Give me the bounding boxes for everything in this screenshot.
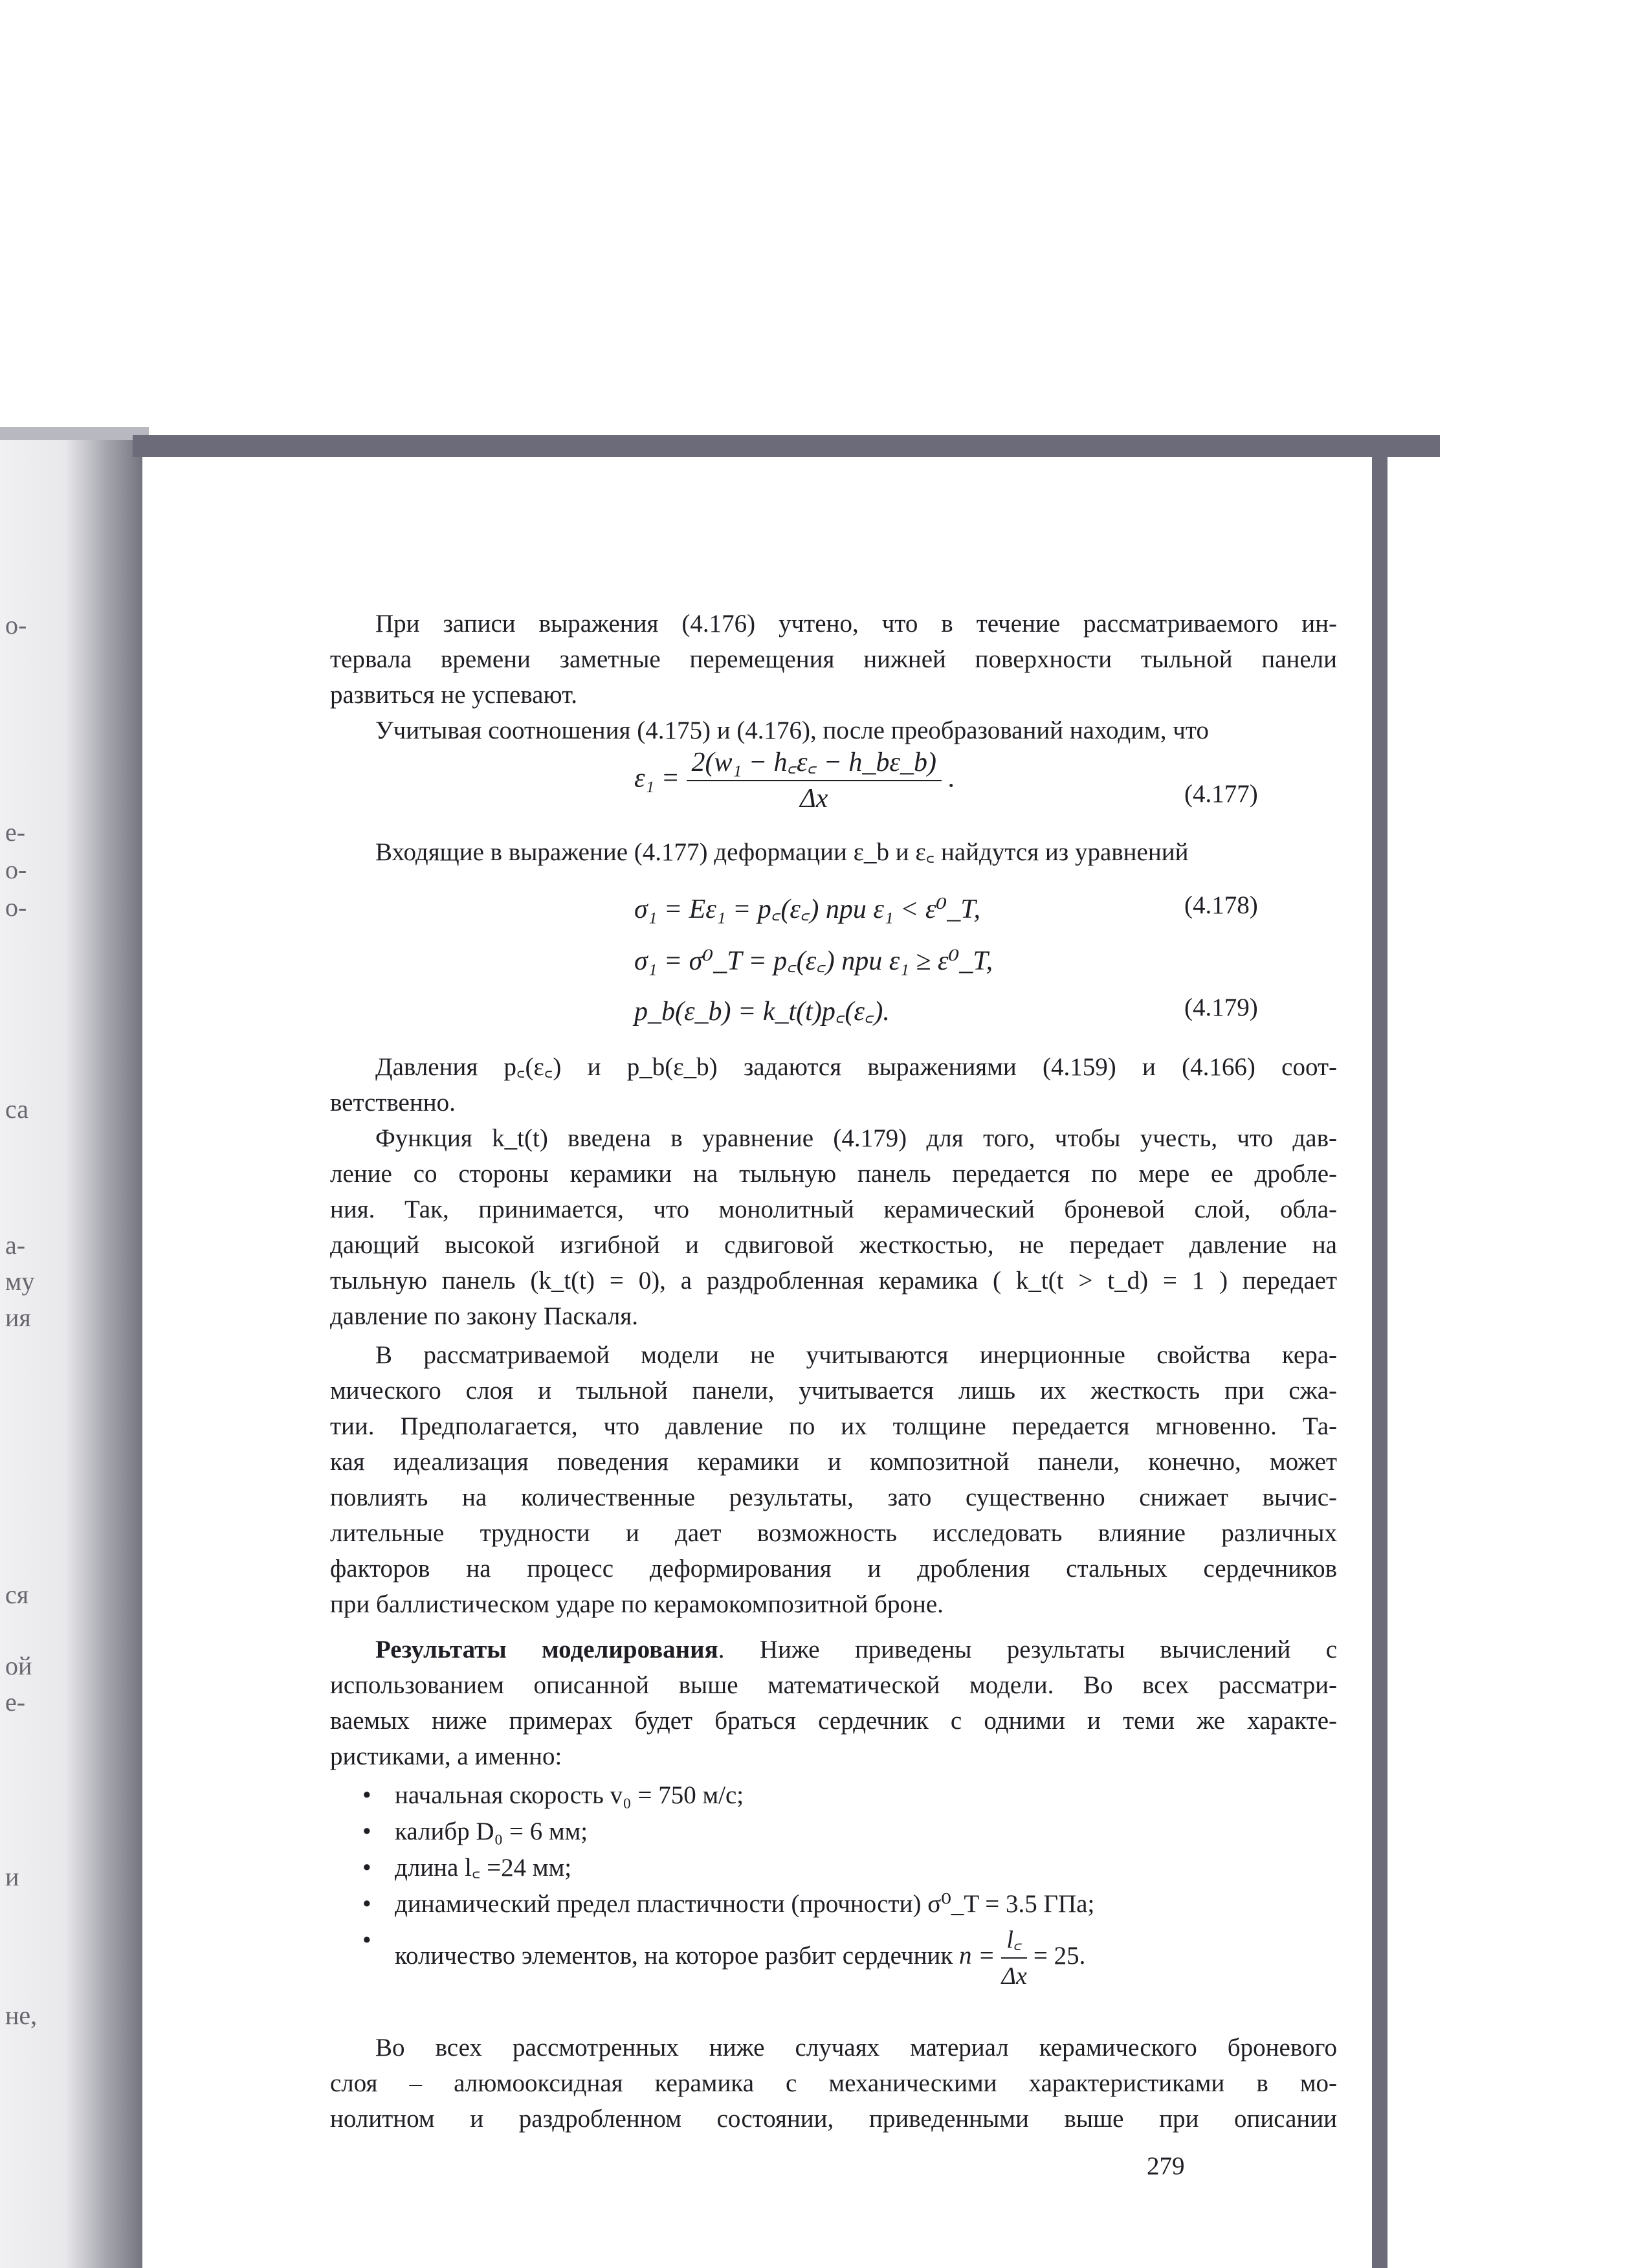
list-item: • длина l꜀ =24 мм; [362, 1850, 1333, 1886]
text-line: ваемых ниже примерах будет браться сердечник с одними и теми же характе- [330, 1707, 1337, 1735]
fraction-denominator: Δx [800, 784, 828, 814]
fraction [687, 745, 942, 816]
heading-continuation: . Ниже приведены результаты вычислений с [718, 1636, 1338, 1663]
text-line: тыльную панель (k_t(t) = 0), а раздробленная керамика ( k_t(t > t_d) = 1 ) передает [330, 1267, 1337, 1295]
text-line: тервала времени заметные перемещения нижней поверхности тыльной панели [330, 645, 1337, 673]
text-line: при баллистическом ударе по керамокомпозитной броне. [330, 1590, 944, 1618]
bullet-list [362, 1777, 1333, 1994]
text-line: Функция k_t(t) введена в уравнение (4.179) для того, чтобы учесть, что дав- [375, 1124, 1337, 1152]
text-line: Давления p꜀(ε꜀) и p_b(ε_b) задаются выражениями (4.159) и (4.166) соот- [375, 1053, 1337, 1081]
text-line: При записи выражения (4.176) учтено, что в течение рассматриваемого ин- [375, 610, 1337, 638]
text-line: Входящие в выражение (4.177) деформации ε_b и ε꜀ найдутся из уравнений [375, 838, 1189, 866]
equation-4-178b: σ₁ = σ⁰_T = p꜀(ε꜀) при ε₁ ≥ ε⁰_T, [634, 946, 993, 976]
left-page-fragment: са [5, 1095, 28, 1124]
list-item: • динамический предел пластичности (прочности) σ⁰_T = 3.5 ГПа; [362, 1886, 1333, 1922]
text-line: ление со стороны керамики на тыльную панель передается по мере ее дробле- [330, 1160, 1337, 1188]
text-line: ристиками, а именно: [330, 1742, 562, 1770]
page-number: 279 [1147, 2152, 1185, 2180]
text-line: повлиять на количественные результаты, зато существенно снижает вычис- [330, 1484, 1337, 1511]
paragraph [330, 834, 1337, 870]
left-page-fragment: ия [5, 1303, 31, 1332]
text-line: Учитывая соотношения (4.175) и (4.176), после преобразований находим, что [375, 717, 1209, 744]
left-page-fragment: е- [5, 1687, 26, 1717]
text-line: лительные трудности и дает возможность исследовать влияние различных [330, 1519, 1337, 1547]
list-item: • начальная скорость v₀ = 750 м/с; [362, 1777, 1333, 1814]
text-line: В рассматриваемой модели не учитываются инерционные свойства кера- [375, 1341, 1337, 1369]
list-item-text: количество элементов, на которое разбит сердечник [395, 1941, 953, 1970]
left-page-fragment: ой [5, 1651, 32, 1680]
left-page-fragment: не, [5, 2001, 38, 2030]
equation-number: (4.179) [1184, 994, 1258, 1021]
paragraph [330, 713, 1337, 748]
book-gutter [65, 440, 149, 2268]
paragraph [330, 1049, 1337, 1120]
page-top-edge [133, 435, 1440, 457]
paragraph [330, 2030, 1337, 2137]
equation-lhs: ε₁ = [634, 763, 680, 794]
text-line [330, 1632, 1337, 1667]
text-line: нолитном и раздробленном состоянии, приведенными выше при описании [330, 2105, 1337, 2133]
fraction-denominator: Δx [1001, 1962, 1027, 1990]
left-page-fragment: и [5, 1862, 19, 1891]
text-line: слоя – алюмооксидная керамика с механическими характеристиками в мо- [330, 2069, 1337, 2097]
left-page-fragment: му [5, 1267, 35, 1296]
text-line: давление по закону Паскаля. [330, 1302, 638, 1330]
equation-tail: . [948, 763, 955, 794]
equation-lhs: n = [959, 1941, 995, 1970]
left-page-fragment: о- [5, 610, 27, 639]
page-right-edge [1372, 440, 1387, 2268]
equation-4-179: p_b(ε_b) = k_t(t)p꜀(ε꜀). [634, 997, 890, 1027]
text-line: дающий высокой изгибной и сдвиговой жесткостью, не передает давление на [330, 1231, 1337, 1259]
text-line: развиться не успевают. [330, 681, 577, 709]
text-line: ния. Так, принимается, что монолитный керамический броневой слой, обла- [330, 1195, 1337, 1223]
text-line: кая идеализация поведения керамики и композитной панели, конечно, может [330, 1448, 1337, 1476]
fraction [1001, 1922, 1027, 1994]
text-line: мического слоя и тыльной панели, учитывается лишь их жесткость при сжа- [330, 1377, 1337, 1405]
equation-number: (4.177) [1184, 780, 1258, 808]
fraction-numerator: l꜀ [1001, 1922, 1027, 1959]
text-line: тии. Предполагается, что давление по их толщине передается мгновенно. Та- [330, 1412, 1337, 1440]
left-page-fragment: о- [5, 893, 27, 922]
paragraph [330, 1632, 1337, 1774]
left-page-fragment: а- [5, 1230, 26, 1260]
paragraph [330, 1337, 1337, 1622]
text-line: Во всех рассмотренных ниже случаях материал керамического броневого [375, 2034, 1337, 2062]
fraction-numerator: 2(w₁ − h꜀ε꜀ − h_bε_b) [687, 745, 942, 781]
left-page-fragment: ся [5, 1580, 29, 1609]
equation-tail: = 25. [1033, 1941, 1086, 1970]
text-line: ветственно. [330, 1089, 456, 1117]
text-line: факторов на процесс деформирования и дробления стальных сердечников [330, 1555, 1337, 1583]
section-heading: Результаты моделирования [375, 1636, 718, 1663]
text-line: использованием описанной выше математической модели. Во всех рассматри- [330, 1671, 1337, 1699]
left-page-fragment: о- [5, 855, 27, 884]
paragraph [330, 606, 1337, 713]
left-page-fragment: е- [5, 817, 26, 847]
paragraph [330, 1120, 1337, 1334]
list-item [362, 1922, 1333, 1994]
equation-4-178: σ₁ = Eε₁ = p꜀(ε꜀) при ε₁ < ε⁰_T, [634, 895, 981, 924]
list-item: • калибр D₀ = 6 мм; [362, 1814, 1333, 1850]
book-page [142, 457, 1372, 2268]
equation-number: (4.178) [1184, 891, 1258, 919]
equation-4-177 [634, 745, 955, 816]
